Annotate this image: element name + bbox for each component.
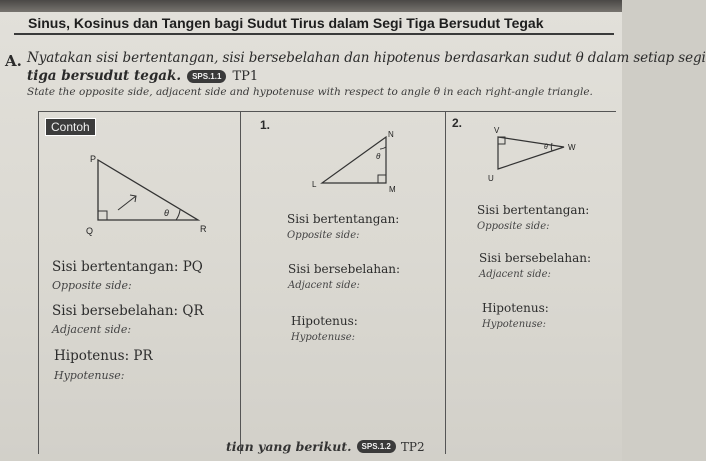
item2-number: 2. [452,116,463,130]
example-opposite-en: Opposite side: [52,279,132,292]
item1-number: 1. [260,118,271,132]
vertex-u: U [488,174,494,183]
theta-label: θ [376,152,381,161]
sps-badge-2: SPS.1.2 [357,440,396,453]
item2-adjacent-en: Adjacent side: [479,269,551,280]
item2-opposite-en: Opposite side: [477,221,550,232]
chapter-title: Sinus, Kosinus dan Tangen bagi Sudut Tirus dalam Segi Tiga Bersudut Tegak [28,15,544,31]
vertex-p: P [90,154,97,164]
item2-hypotenuse-en: Hypotenuse: [482,319,547,330]
vertex-q: Q [86,226,94,236]
next-question-line [226,439,425,454]
level-label-2: TP2 [400,439,425,454]
sps-badge: SPS.1.1 [187,70,226,83]
item1-opposite-ms: Sisi bertentangan: [287,212,400,226]
item2-opposite-ms: Sisi bertentangan: [477,203,590,217]
title-rule [14,33,614,35]
example-adjacent-ms: Sisi bersebelahan: QR [52,303,204,319]
example-adjacent-en: Adjacent side: [52,323,132,336]
vertex-v: V [494,126,500,135]
question-text-line2-label: tiga bersudut tegak. [27,68,182,84]
question-text-line1: Nyatakan sisi bertentangan, sisi bersebelahan dan hipotenus berdasarkan sudut θ dalam setiap segi [27,50,706,66]
item2-hypotenuse-ms: Hipotenus: [482,301,549,315]
item1-adjacent-ms: Sisi bersebelahan: [288,262,401,276]
item1-adjacent-en: Adjacent side: [288,280,360,291]
level-label: TP1 [232,68,259,84]
vertex-l: L [312,180,317,189]
question-letter: A. [5,52,22,70]
theta-label: θ [544,144,548,151]
example-hypotenuse-ms: Hipotenus: PR [54,348,153,364]
item1-hypotenuse-ms: Hipotenus: [291,314,358,328]
item2-adjacent-ms: Sisi bersebelahan: [479,251,592,265]
vertex-m: M [389,185,396,194]
example-triangle [80,150,220,238]
item2-triangle [480,125,590,185]
item1-triangle [300,125,410,195]
example-opposite-ms: Sisi bertentangan: PQ [52,259,203,275]
theta-label: θ [164,208,169,218]
top-band [0,0,622,12]
next-question-text: tian yang berikut. [226,439,352,454]
example-hypotenuse-en: Hypotenuse: [54,369,125,382]
example-label: Contoh [45,118,96,136]
vertex-w: W [568,143,576,152]
vertex-n: N [388,130,394,139]
item1-opposite-en: Opposite side: [287,230,360,241]
vertex-r: R [200,224,207,234]
item1-hypotenuse-en: Hypotenuse: [291,332,356,343]
question-text-line2 [27,68,258,84]
question-english: State the opposite side, adjacent side and hypotenuse with respect to angle θ in each right-angle triangle. [27,86,593,98]
